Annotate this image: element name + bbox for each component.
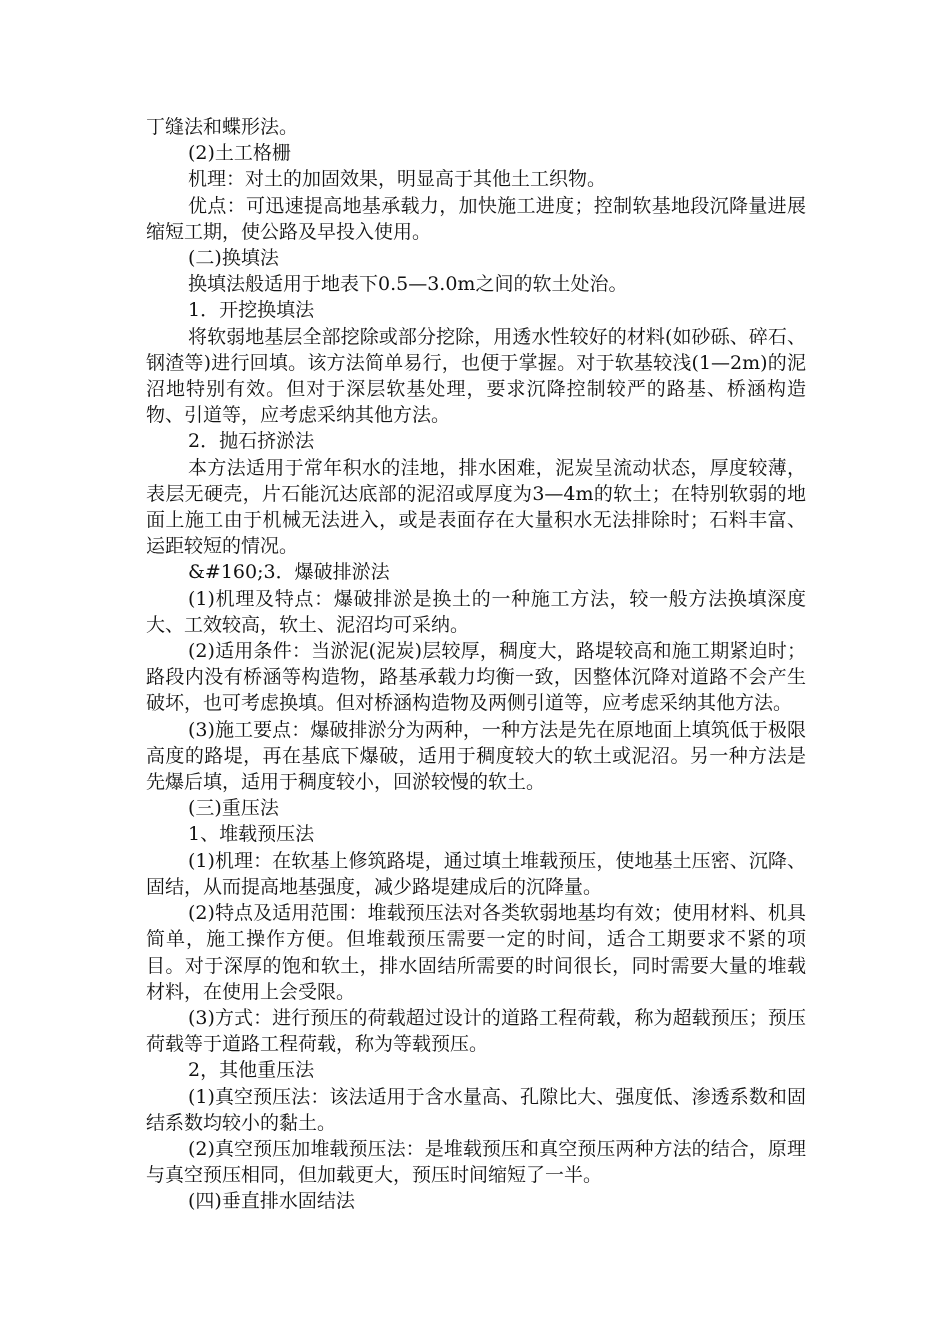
paragraph: (1)机理：在软基上修筑路堤，通过填土堆载预压，使地基土压密、沉降、固结，从而提高地基强度，减少路堤建成后的沉降量。 xyxy=(146,849,806,898)
paragraph: 丁缝法和蝶形法。 xyxy=(146,116,299,138)
paragraph: (2)真空预压加堆载预压法：是堆载预压和真空预压两种方法的结合，原理与真空预压相同，但加载更大，预压时间缩短了一半。 xyxy=(146,1137,806,1187)
paragraph: (1)真空预压法：该法适用于含水量高、孔隙比大、强度低、渗透系数和固结系数均较小的黏土。 xyxy=(146,1085,806,1134)
paragraph: (3)方式：进行预压的荷载超过设计的道路工程荷载，称为超载预压；预压荷载等于道路工程荷载，称为等载预压。 xyxy=(146,1006,806,1056)
paragraph: 1、堆载预压法 xyxy=(188,823,315,846)
paragraph: (3)施工要点：爆破排淤分为两种，一种方法是先在原地面上填筑低于极限高度的路堤，再在基底下爆破，适用于稠度较大的软土或泥沼。另一种方法是先爆后填，适用于稠度较小，回淤较慢的软土。 xyxy=(146,718,806,794)
paragraph: (三)重压法 xyxy=(188,797,279,820)
paragraph: 换填法般适用于地表下0.5—3.0m之间的软土处治。 xyxy=(188,273,628,296)
paragraph: 优点：可迅速提高地基承载力，加快施工进度；控制软基地段沉降量进展缩短工期，使公路及早投入使用。 xyxy=(146,194,806,243)
paragraph: (四)垂直排水固结法 xyxy=(188,1190,355,1213)
paragraph: 2．抛石挤淤法 xyxy=(188,430,315,453)
document-page xyxy=(146,114,806,1215)
paragraph: (1)机理及特点：爆破排淤是换土的一种施工方法，较一般方法换填深度大、工效较高，软土、泥沼均可采纳。 xyxy=(146,587,806,636)
paragraph: (二)换填法 xyxy=(188,247,279,270)
paragraph: 本方法适用于常年积水的洼地，排水困难，泥炭呈流动状态，厚度较薄，表层无硬壳，片石能沉达底部的泥沼或厚度为3—4m的软土；在特别软弱的地面上施工由于机械无法进入，或是表面存在大量积水无法排除时；石料丰富、运距较短的情况。 xyxy=(146,456,806,558)
paragraph: &#160;3．爆破排淤法 xyxy=(188,561,390,584)
paragraph: (2)适用条件：当淤泥(泥炭)层较厚，稠度大，路堤较高和施工期紧迫时；路段内没有桥涵等构造物，路基承载力均衡一致，因整体沉降对道路不会产生破坏，也可考虑换填。但对桥涵构造物及两侧引道等，应考虑采纳其他方法。 xyxy=(146,640,806,715)
paragraph: 机理：对土的加固效果，明显高于其他土工织物。 xyxy=(188,168,607,191)
paragraph: 将软弱地基层全部挖除或部分挖除，用透水性较好的材料(如砂砾、碎石、钢渣等)进行回填。该方法简单易行，也便于掌握。对于软基较浅(1—2m)的泥沼地特别有效。但对于深层软基处理，要求沉降控制较严的路基、桥涵构造物、引道等，应考虑采纳其他方法。 xyxy=(146,325,806,427)
paragraph: (2)土工格栅 xyxy=(188,142,291,165)
paragraph: 2，其他重压法 xyxy=(188,1059,315,1082)
paragraph: (2)特点及适用范围：堆载预压法对各类软弱地基均有效；使用材料、机具简单，施工操作方便。但堆载预压需要一定的时间，适合工期要求不紧的项目。对于深厚的饱和软土，排水固结所需要的时间很长，同时需要大量的堆载材料，在使用上会受限。 xyxy=(146,902,806,1003)
paragraph: 1．开挖换填法 xyxy=(188,299,315,322)
